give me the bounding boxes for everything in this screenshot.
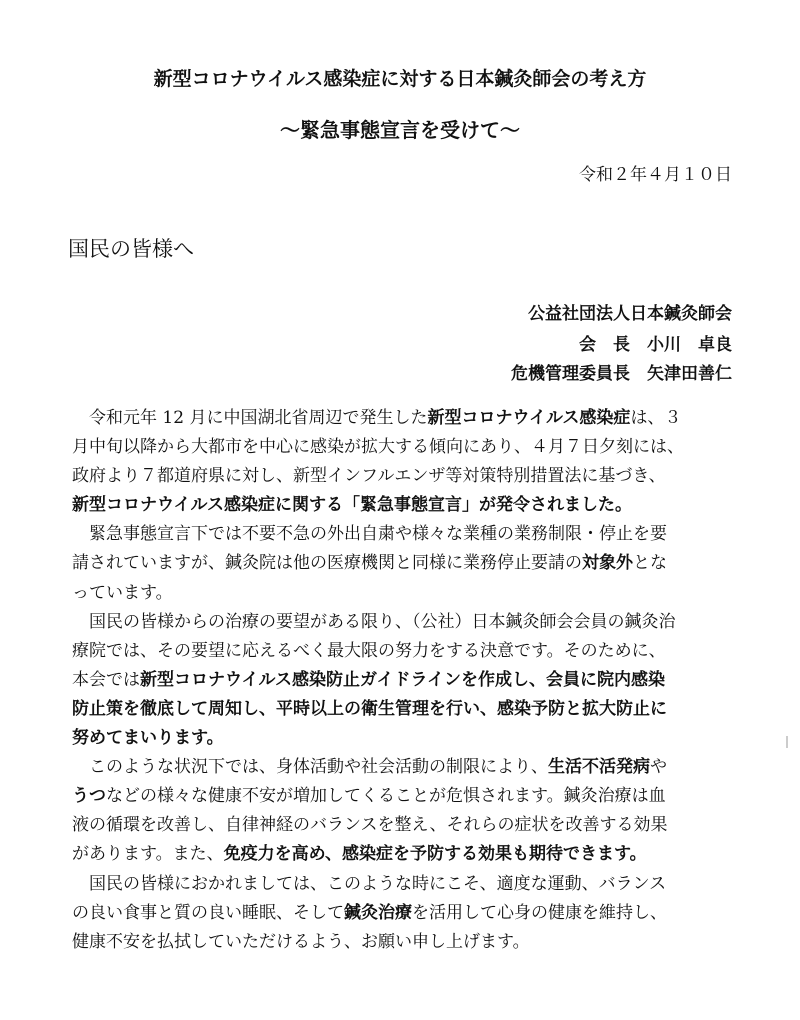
text-run: 本会では bbox=[72, 669, 140, 690]
bold-run: うつ bbox=[72, 786, 106, 807]
bold-run: に関する「緊急事態宣言」が発令されました。 bbox=[274, 495, 632, 516]
signatory-crisis-chair: 危機管理委員長 矢津田善仁 bbox=[511, 364, 732, 384]
issue-date: 令和２年４月１０日 bbox=[579, 165, 732, 185]
body-line: 国民の皆様からの治療の要望がある限り、（公社）日本鍼灸師会会員の鍼灸治 bbox=[72, 611, 676, 632]
salutation: 国民の皆様へ bbox=[68, 237, 194, 261]
text-run: このような状況下では、身体活動や社会活動の制限により、 bbox=[72, 757, 548, 778]
text-run: や bbox=[650, 757, 667, 778]
body-line: 政府より７都道府県に対し、新型インフルエンザ等対策特別措置法に基づき、 bbox=[72, 466, 666, 487]
bold-run: 対象外 bbox=[582, 553, 633, 574]
body-line bbox=[72, 491, 732, 520]
bold-run: 努めてまいります。 bbox=[72, 728, 224, 749]
bold-run: 防止策を徹底して周知し、平時以上の衛生管理を行い、感染予防と拡大防止に bbox=[72, 698, 667, 719]
body-line bbox=[72, 724, 732, 753]
scan-mark bbox=[786, 736, 788, 748]
text-run: の良い食事と質の良い睡眠、そして bbox=[72, 902, 344, 923]
body-line: っています。 bbox=[72, 582, 173, 603]
bold-run: 鍼灸治療 bbox=[344, 902, 412, 923]
body-text bbox=[72, 404, 732, 957]
body-line bbox=[72, 666, 732, 695]
bold-run: 生活不活発病 bbox=[548, 757, 650, 778]
text-run: 請されていますが、鍼灸院は他の医療機関と同様に業務停止要請の bbox=[72, 553, 582, 574]
bold-run: 免疫力を高め、感染症を予防する効果も期待できます。 bbox=[223, 844, 647, 865]
text-run: とな bbox=[633, 553, 667, 574]
signatory-president: 会 長 小川 卓良 bbox=[579, 335, 732, 355]
body-line bbox=[72, 753, 732, 782]
body-line: 緊急事態宣言下では不要不急の外出自粛や様々な業種の業務制限・停止を要 bbox=[72, 524, 667, 545]
body-line: 国民の皆様におかれましては、このような時にこそ、適度な運動、バランス bbox=[72, 873, 667, 894]
text-run: を活用して心身の健康を維持し、 bbox=[412, 902, 667, 923]
bold-run: 新型コロナウイルス感染症 bbox=[72, 495, 275, 516]
text-run: 令和元年 12 月に中国湖北省周辺で発生した bbox=[72, 408, 428, 428]
body-line bbox=[72, 404, 732, 433]
text-run: があります。また、 bbox=[72, 844, 224, 865]
document-title: 新型コロナウイルス感染症に対する日本鍼灸師会の考え方 bbox=[153, 68, 647, 90]
bold-run: 新型コロナウイルス感染防止ガイドラインを作成し、会員に院内感染 bbox=[140, 669, 665, 690]
signatory-organization: 公益社団法人日本鍼灸師会 bbox=[528, 304, 732, 324]
bold-run: 新型コロナウイルス感染症 bbox=[427, 408, 631, 428]
body-line bbox=[72, 899, 732, 928]
text-run: は、３ bbox=[630, 408, 682, 428]
body-line bbox=[72, 549, 732, 578]
body-line bbox=[72, 695, 732, 724]
body-line: 療院では、その要望に応えるべく最大限の努力をする決意です。そのために、 bbox=[72, 640, 666, 661]
document-subtitle: 〜緊急事態宣言を受けて〜 bbox=[280, 118, 520, 142]
body-line bbox=[72, 840, 732, 869]
body-line bbox=[72, 782, 732, 811]
body-line: 月中旬以降から大都市を中心に感染が拡大する傾向にあり、４月７日夕刻には、 bbox=[72, 437, 684, 458]
body-line: 健康不安を払拭していただけるよう、お願い申し上げます。 bbox=[72, 931, 530, 952]
text-run: などの様々な健康不安が増加してくることが危惧されます。鍼灸治療は血 bbox=[106, 786, 666, 807]
body-line: 液の循環を改善し、自律神経のバランスを整え、それらの症状を改善する効果 bbox=[72, 815, 668, 836]
